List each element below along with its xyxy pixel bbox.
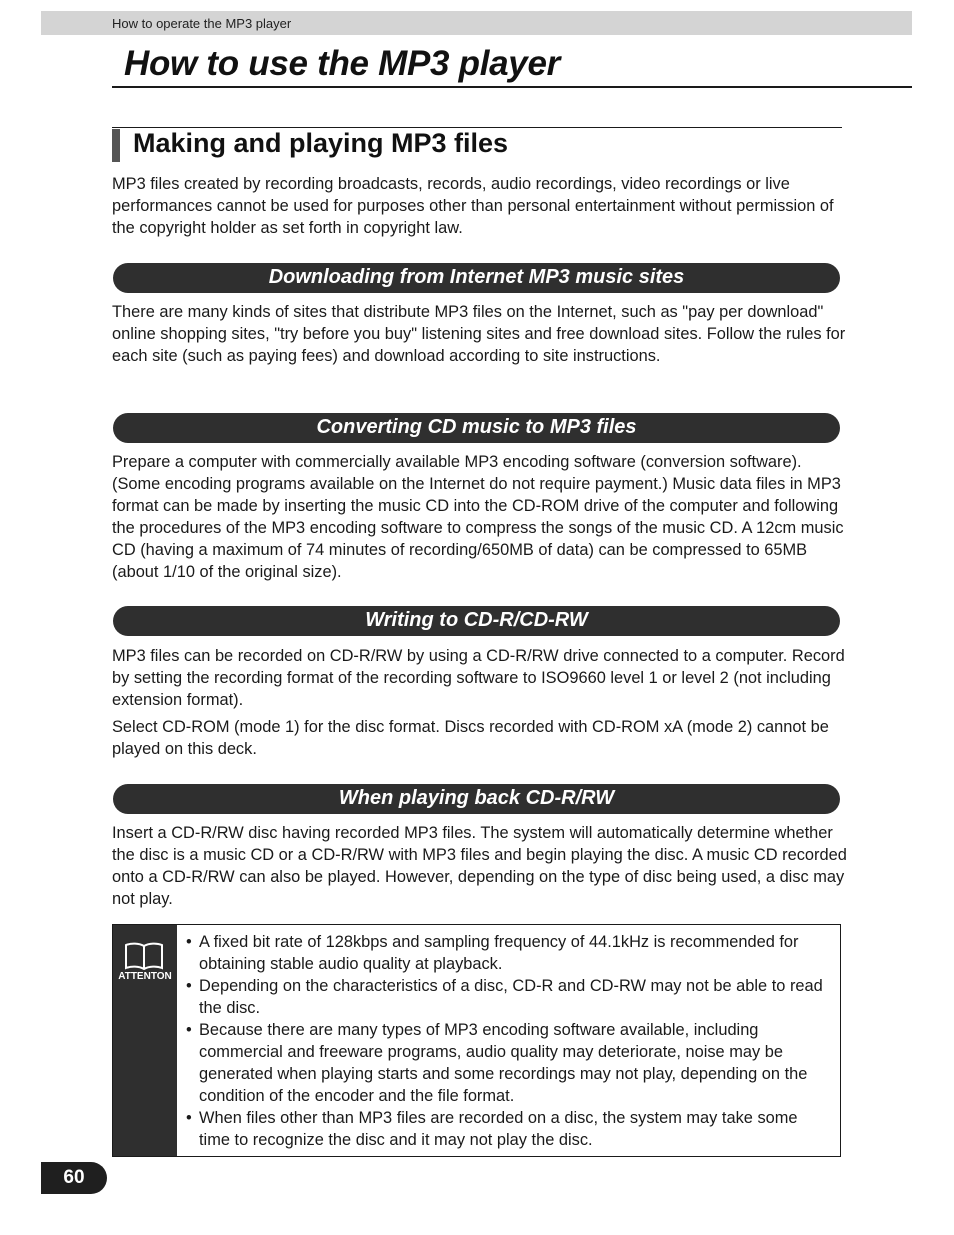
attention-item: • Because there are many types of MP3 encoding software available, including commercial and freeware programs, audio quality may deteriorate, noise may be generated when playing starts and some recordings may not play, depending on the condition of the encoder and the file format.	[186, 1021, 808, 1105]
paragraph-playback: Insert a CD-R/RW disc having recorded MP3 files. The system will automatically determine whether the disc is a music CD or a CD-R/RW with MP3 files and begin playing the disc. A music CD recorded onto a CD-R/RW can also be played. However, depending on the type of disc being used, a disc may not play.	[112, 824, 847, 908]
bullet: •	[186, 933, 192, 951]
paragraph-converting: Prepare a computer with commercially available MP3 encoding software (conversion software). (Some encoding programs available on the Internet do not require payment.) Music data files in MP3 format can be made by inserting the music CD into the CD-ROM drive of the computer and following the procedures of the MP3 encoding software to compress the songs of the music CD. A 12cm music CD (having a maximum of 74 minutes of recording/650MB of data) can be compressed to 65MB (about 1/10 of the original size).	[112, 453, 844, 581]
attention-note	[112, 924, 841, 1157]
attention-item: • Depending on the characteristics of a disc, CD-R and CD-RW may not be able to read the disc.	[186, 977, 823, 1017]
bullet: •	[186, 1021, 192, 1039]
intro-paragraph: MP3 files created by recording broadcasts, records, audio recordings, video recordings or live performances cannot be used for purposes other than personal entertainment without permission of the copyright holder as set forth in copyright law.	[112, 175, 834, 237]
bullet: •	[186, 977, 192, 995]
attention-list	[185, 931, 833, 1151]
page-number: 60	[41, 1162, 107, 1194]
paragraph-writing-1: MP3 files can be recorded on CD-R/RW by using a CD-R/RW drive connected to a computer. Record by setting the recording format of the recording software to ISO9660 level 1 or level 2 (not including extension format).	[112, 647, 845, 709]
title-divider	[112, 86, 912, 88]
page-title: How to use the MP3 player	[124, 44, 560, 83]
section-marker	[112, 129, 120, 162]
attention-sidebar	[113, 925, 177, 1156]
breadcrumb: How to operate the MP3 player	[112, 16, 292, 31]
header-bar	[41, 11, 912, 35]
bullet: •	[186, 1109, 192, 1127]
paragraph-writing-2: Select CD-ROM (mode 1) for the disc format. Discs recorded with CD-ROM xA (mode 2) cannot be played on this deck.	[112, 718, 829, 758]
subsection-heading-playback: When playing back CD-R/RW	[113, 784, 840, 814]
subsection-heading-writing: Writing to CD-R/CD-RW	[113, 606, 840, 636]
attention-label: ATTENTON	[118, 971, 172, 982]
attention-item: • A fixed bit rate of 128kbps and sampling frequency of 44.1kHz is recommended for obtaining stable audio quality at playback.	[186, 933, 799, 973]
section-title: Making and playing MP3 files	[133, 128, 509, 158]
attention-item: • When files other than MP3 files are recorded on a disc, the system may take some time to recognize the disc and it may not play the disc.	[186, 1109, 798, 1149]
book-icon	[124, 941, 164, 971]
subsection-heading-downloading: Downloading from Internet MP3 music sites	[113, 263, 840, 293]
paragraph-downloading: There are many kinds of sites that distribute MP3 files on the Internet, such as "pay per download" online shopping sites, "try before you buy" listening sites and free download sites. Follow the rules for each site (such as paying fees) and download according to site instructions.	[112, 303, 846, 365]
subsection-heading-converting: Converting CD music to MP3 files	[113, 413, 840, 443]
